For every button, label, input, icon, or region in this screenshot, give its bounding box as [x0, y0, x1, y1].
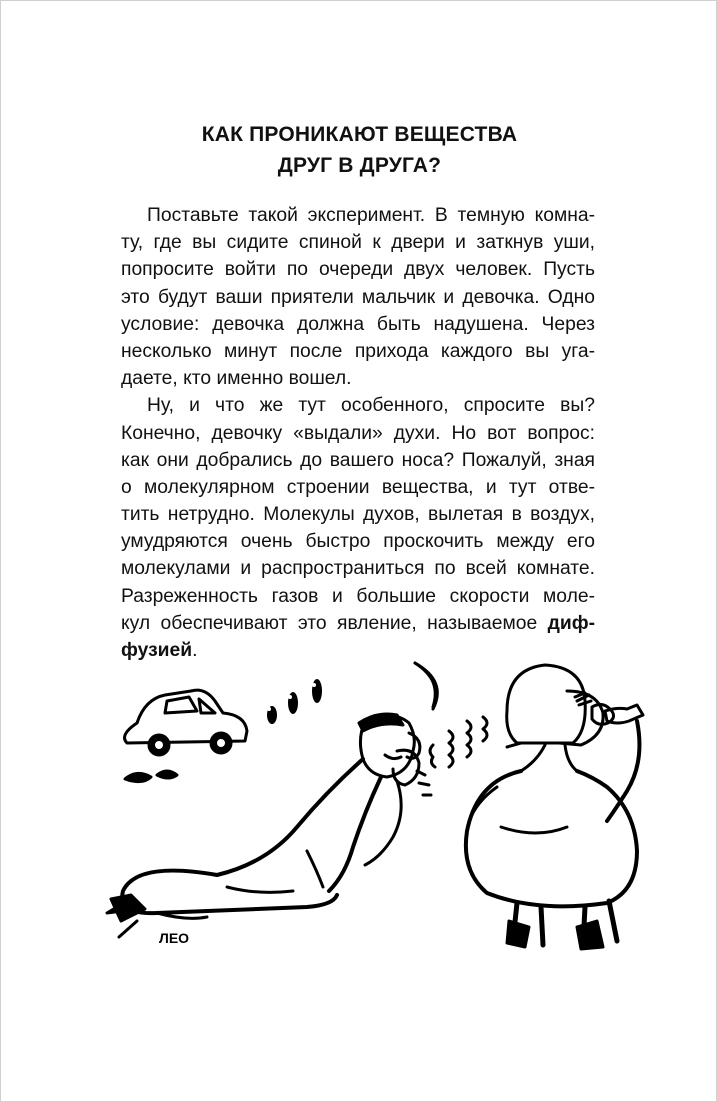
title-line-1: КАК ПРОНИКАЮТ ВЕЩЕСТВА [201, 123, 518, 146]
p2-line: молекулами и распространиться по всей комнате. [121, 558, 595, 580]
sitting-girl-figure [466, 665, 643, 949]
term-tail: . [192, 640, 198, 661]
p2-line-with-term [121, 610, 595, 637]
p2-line: о молекулярном строении вещества, и тут отве- [121, 476, 595, 498]
p2-line: тить нетрудно. Молекулы духов, вылетая в воздух, [121, 504, 595, 526]
illustrator-signature: ЛЕО [159, 930, 190, 946]
p2-line: как они добрались до вашего носа? Пожалуй, зная [121, 449, 595, 471]
p1-line: несколько минут после прихода каждого вы уга- [121, 340, 595, 362]
p1-line: это будут ваши приятели мальчик и девочка. Одно [121, 286, 595, 308]
p1-line: попросите войти по очереди двух человек. Пусть [121, 259, 595, 281]
p2-line-text: кул обеспечивают это явление, называемое [121, 612, 548, 634]
p1-line: ту, где вы сидите спиной к двери и заткнув уши, [121, 232, 595, 254]
exhaust-puffs-icon [267, 679, 322, 724]
car-icon [125, 690, 247, 755]
stones-icon [125, 771, 177, 782]
cartoon-illustration [97, 651, 662, 951]
term-diffusion-part2: фузией [121, 640, 193, 661]
crescent-moon-icon [415, 663, 437, 709]
p1-line: условие: девочка должна быть надушена. Через [121, 313, 595, 335]
p2-line: умудряются очень быстро проскочить между его [121, 531, 595, 553]
body-text [121, 202, 595, 664]
p1-line: Поставьте такой эксперимент. В темную комна- [147, 205, 595, 226]
p1-line: даете, кто именно вошел. [121, 368, 352, 390]
page-title [1, 119, 717, 181]
p2-line: Конечно, девочку «выдали» духи. Но вот вопрос: [121, 422, 595, 444]
title-line-2: ДРУГ В ДРУГА? [277, 154, 442, 177]
p2-line: Разреженность газов и большие скорости моле- [121, 585, 595, 607]
p2-line: Ну, и что же тут особенного, спросите вы? [147, 395, 595, 417]
term-diffusion-part1: диф- [547, 612, 595, 634]
